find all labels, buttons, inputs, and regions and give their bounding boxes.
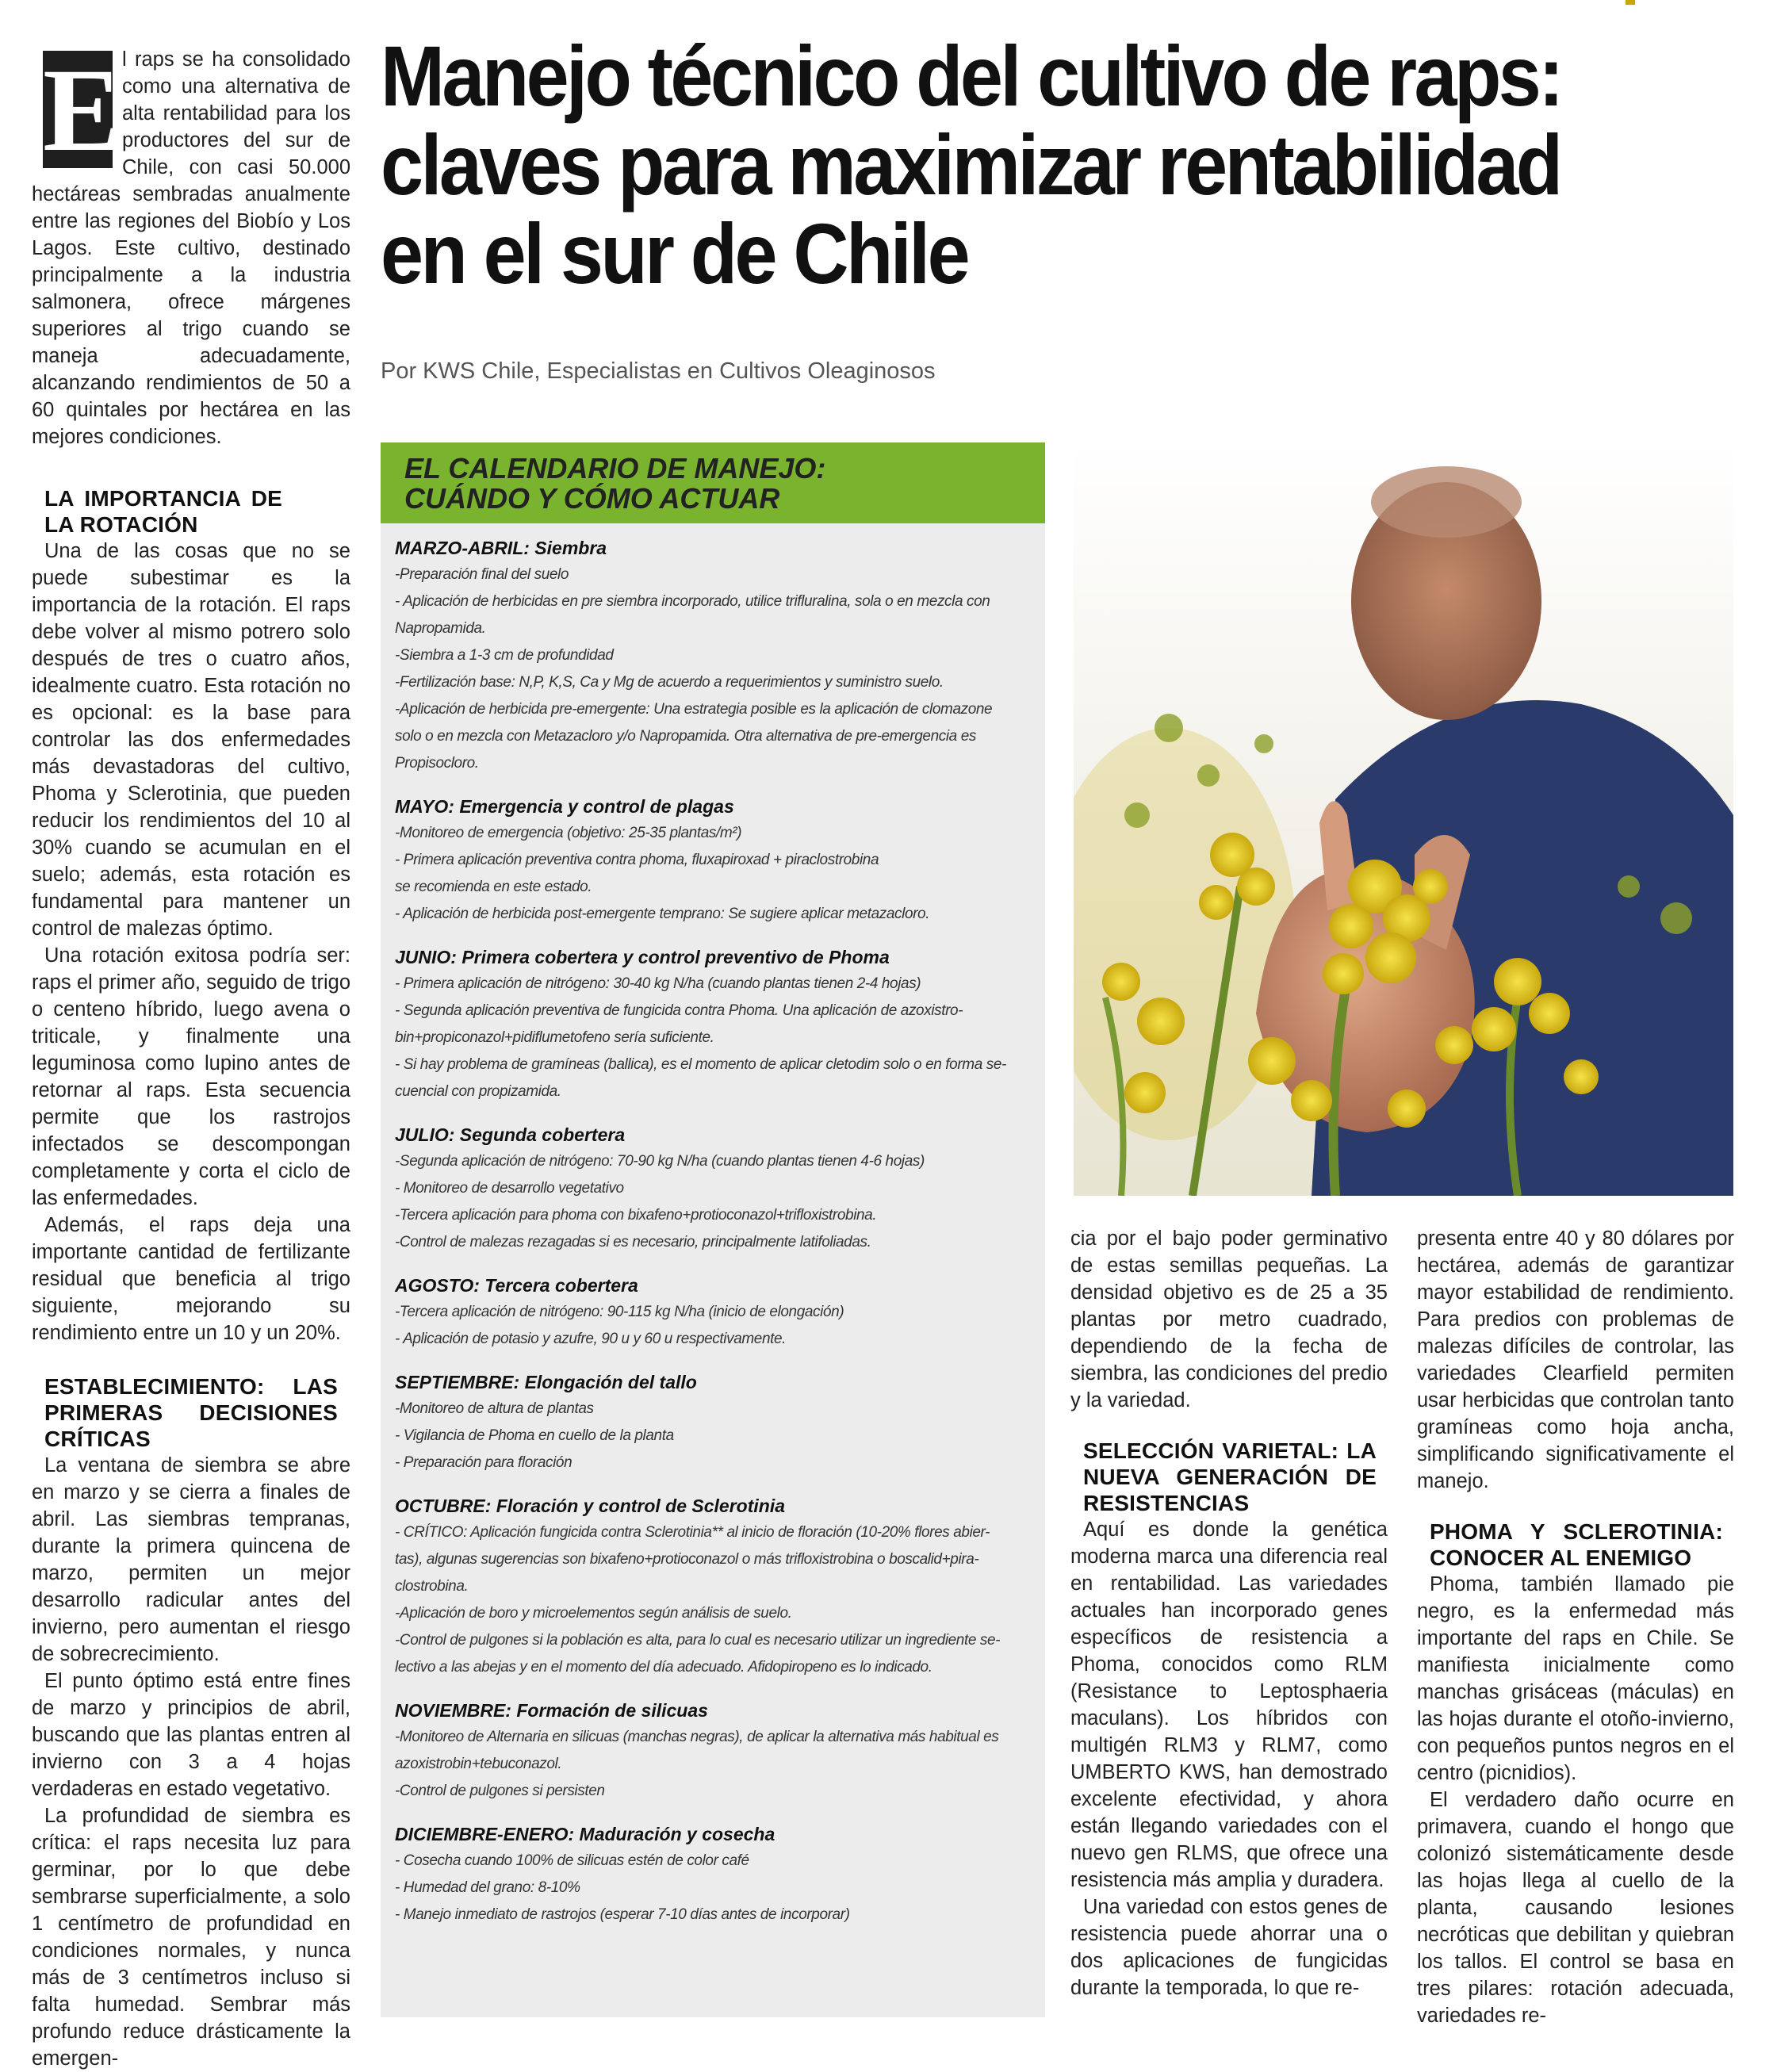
calendar-month — [395, 1272, 1031, 1353]
calendar-month-item: - Primera aplicación preventiva contra phoma, fluxapiroxad + piraclostrobina — [395, 852, 879, 868]
corner-mark — [1626, 0, 1635, 5]
calendar-month-item: clostrobina. — [395, 1578, 469, 1595]
establishment-heading: ESTABLECIMIENTO: LAS PRIMERAS DECISIONES CRÍTICAS — [44, 1374, 338, 1451]
calendar-month-item: -Preparación final del suelo — [395, 566, 569, 583]
calendar-month-title: JULIO: Segunda cobertera — [395, 1124, 626, 1145]
calendar-month-item: -Tercera aplicación para phoma con bixafeno+protioconazol+trifloxistrobina. — [395, 1207, 877, 1224]
calendar-month-item: -Fertilización base: N,P, K,S, Ca y Mg de acuerdo a requerimientos y suministro suelo. — [395, 674, 944, 691]
continuation-paragraph-2: presenta entre 40 y 80 dólares por hectárea, además de garantizar mayor estabilidad de rendimiento. Para predios con problemas de malezas difíciles de controlar, las variedades Clearfield permiten usar herbicidas que controlan tanto gramíneas como hoja ancha, simplificando significativamente el manejo. — [1417, 1227, 1734, 1492]
intro-paragraph — [32, 46, 350, 450]
calendar-month — [395, 1697, 1031, 1805]
calendar-month — [395, 944, 1031, 1105]
calendar-month-item: -Control de pulgones si la población es alta, para lo cual es necesario utilizar un ingrediente se- — [395, 1632, 1001, 1649]
headline: Manejo técnico del cultivo de raps: claves para maximizar rentabilidad en el sur de Chile — [381, 28, 1561, 301]
calendar-month-item: -Monitoreo de emergencia (objetivo: 25-35 plantas/m²) — [395, 825, 742, 841]
calendar-month-item: -Aplicación de boro y microelementos según análisis de suelo. — [395, 1605, 792, 1622]
intro-text: l raps se ha consolidado como una alternativa de alta rentabilidad para los productores del sur de Chile, con casi 50.000 hectáreas sembradas anualmente entre las regiones del Biobío y Los Lagos. Este cultivo, destinado principalmente a la industria salmonera, ofrece márgenes superiores al trigo cuando se maneja adecuadamente, alcanzando rendimientos de 50 a 60 quintales por hectárea en las mejores condiciones. — [32, 48, 350, 448]
calendar-month-item: -Segunda aplicación de nitrógeno: 70-90 kg N/ha (cuando plantas tienen 4-6 hojas) — [395, 1153, 925, 1170]
varietal-paragraph-1: Aquí es donde la genética moderna marca una diferencia real en rentabilidad. Las variedades actuales han incorporado genes específicos de resistencia a Phoma, conocidos como RLM (Resistance to Leptosphaeria maculans). Los híbridos con multigén RLM3 y RLM7, como UMBERTO KWS, han demostrado excelente efectividad, y ahora están llegando variedades con el nuevo gen RLMS, que ofrece una resistencia más amplia y duradera. — [1070, 1519, 1388, 1891]
calendar-month-item: - Monitoreo de desarrollo vegetativo — [395, 1180, 624, 1197]
calendar-month-item: - Aplicación de potasio y azufre, 90 u y 60 u respectivamente. — [395, 1331, 787, 1347]
calendar-month — [395, 1492, 1031, 1681]
calendar-month-item: solo o en mezcla con Metazacloro y/o Napropamida. Otra alternativa de pre-emergencia es — [395, 728, 976, 745]
calendar-month-item: - Primera aplicación de nitrógeno: 30-40 kg N/ha (cuando plantas tienen 2-4 hojas) — [395, 975, 921, 992]
calendar-month-item: - Aplicación de herbicidas en pre siembra incorporado, utilice trifluralina, sola o en mezcla con — [395, 593, 990, 610]
rotation-heading: LA IMPORTANCIA DE LA ROTACIÓN — [44, 486, 282, 537]
calendar-month-title: AGOSTO: Tercera cobertera — [395, 1275, 638, 1296]
establishment-paragraph-3: La profundidad de siembra es crítica: el raps necesita luz para germinar, por lo que debe sembrarse superficialmente, a solo 1 centímetro de profundidad en condiciones normales, y nunca más de 3 centímetros incluso si falta humedad. Sembrar más profundo reduce drásticamente la emergen- — [32, 1805, 350, 2070]
calendar-month-title: OCTUBRE: Floración y control de Sclerotinia — [395, 1496, 786, 1516]
calendar-month-item: -Monitoreo de altura de plantas — [395, 1400, 594, 1417]
calendar-title-line-2: CUÁNDO Y CÓMO ACTUAR — [404, 482, 780, 515]
farmer-holding-rapeseed-flowers-image — [1074, 442, 1733, 1196]
phoma-paragraph-2: El verdadero daño ocurre en primavera, cuando el hongo que colonizó sistemáticamente desde las hojas llega al cuello de la planta, causando lesiones necróticas que debilitan y quiebran los tallos. El control se basa en tres pilares: rotación adecuada, variedades re- — [1417, 1789, 1734, 2027]
calendar-month-title: MARZO-ABRIL: Siembra — [395, 538, 607, 558]
calendar-month-item: -Tercera aplicación de nitrógeno: 90-115 kg N/ha (inicio de elongación) — [395, 1304, 844, 1320]
calendar-month-title: SEPTIEMBRE: Elongación del tallo — [395, 1372, 697, 1392]
calendar-month-item: - Cosecha cuando 100% de silicuas estén de color café — [395, 1852, 749, 1869]
rotation-paragraph-1: Una de las cosas que no se puede subestimar es la importancia de la rotación. El raps debe volver al mismo potrero solo después de tres o cuatro años, idealmente cuatro. Esta rotación no es opcional: es la base para controlar las dos enfermedades más devastadoras del cultivo, Phoma y Sclerotinia, que pueden reducir los rendimientos del 10 al 30% cuando se acumulan en el suelo; además, esta rotación es fundamental para mantener un control de malezas óptimo. — [32, 540, 350, 940]
phoma-paragraph-1: Phoma, también llamado pie negro, es la enfermedad más importante del raps en Chile. Se manifiesta inicialmente como manchas grisáceas (máculas) en las hojas durante el otoño-invierno, con pequeños puntos negros en el centro (picnidios). — [1417, 1573, 1734, 1784]
varietal-paragraph-2: Una variedad con estos genes de resistencia puede ahorrar una o dos aplicaciones de fungicidas durante la temporada, lo que re- — [1070, 1896, 1388, 1999]
calendar-month-title: JUNIO: Primera cobertera y control preventivo de Phoma — [395, 947, 890, 967]
calendar-title-line-1: EL CALENDARIO DE MANEJO: — [404, 452, 826, 484]
calendar-header — [381, 442, 1045, 523]
establishment-paragraph-1: La ventana de siembra se abre en marzo y se cierra a finales de abril. Las siembras tempranas, durante la primera quincena de marzo, permiten un mejor desarrollo radicular antes del invierno, pero aumentan el riesgo de sobrecrecimiento. — [32, 1454, 350, 1665]
establishment-paragraph-2: El punto óptimo está entre fines de marzo y principios de abril, buscando que las plantas entren al invierno con 3 a 4 hojas verdaderas en estado vegetativo. — [32, 1670, 350, 1800]
calendar-month — [395, 1369, 1031, 1476]
calendar-month-title: MAYO: Emergencia y control de plagas — [395, 796, 734, 817]
calendar-month-item: -Aplicación de herbicida pre-emergente: Una estrategia posible es la aplicación de clomazone — [395, 701, 993, 718]
calendar-month-item: - Humedad del grano: 8-10% — [395, 1879, 580, 1896]
column-4 — [1417, 1225, 1734, 2029]
calendar-month-item: Napropamida. — [395, 620, 486, 637]
calendar-month-item: lectivo a las abejas y en el momento del día adecuado. Afidopiropeno es lo indicado. — [395, 1659, 932, 1676]
calendar-month — [395, 534, 1031, 777]
drop-cap: E — [43, 44, 123, 176]
calendar-month-item: - Aplicación de herbicida post-emergente temprano: Se sugiere aplicar metazacloro. — [395, 906, 930, 922]
rotation-paragraph-2: Una rotación exitosa podría ser: raps el primer año, seguido de trigo o centeno híbrido, luego avena o triticale, y finalmente una leguminosa como lupino antes de retornar al raps. Esta secuencia permite que los rastrojos infectados se descompongan completamente y corta el ciclo de las enfermedades. — [32, 944, 350, 1209]
calendar-month-item: -Monitoreo de Alternaria en silicuas (manchas negras), de aplicar la alternativa más habitual es — [395, 1729, 999, 1745]
calendar-month-item: -Control de pulgones si persisten — [395, 1783, 605, 1799]
calendar-month-item: -Control de malezas rezagadas si es necesario, principalmente latifoliadas. — [395, 1234, 871, 1250]
calendar-month-item: - Si hay problema de gramíneas (ballica), es el momento de aplicar cletodim solo o en forma se- — [395, 1056, 1006, 1073]
calendar-month-title: NOVIEMBRE: Formación de silicuas — [395, 1700, 708, 1721]
calendar-body — [381, 523, 1045, 1928]
calendar-month — [395, 1821, 1031, 1928]
calendar-month-item: bin+propiconazol+pidiflumetofeno sería suficiente. — [395, 1029, 714, 1046]
calendar-month-item: se recomienda en este estado. — [395, 879, 592, 895]
varietal-heading: SELECCIÓN VARIETAL: LA NUEVA GENERACIÓN DE RESISTENCIAS — [1083, 1438, 1377, 1515]
left-column — [32, 46, 350, 2072]
continuation-paragraph: cia por el bajo poder germinativo de estas semillas pequeñas. La densidad objetivo es de 25 a 35 plantas por metro cuadrado, dependiendo de la fecha de siembra, las condiciones del predio y la variedad. — [1070, 1227, 1388, 1411]
calendar-month — [395, 793, 1031, 928]
calendar-month-item: - CRÍTICO: Aplicación fungicida contra Sclerotinia** al inicio de floración (10-20% flores abier- — [395, 1524, 990, 1541]
calendar-month — [395, 1121, 1031, 1256]
calendar-month-item: - Manejo inmediato de rastrojos (esperar 7-10 días antes de incorporar) — [395, 1906, 850, 1923]
calendar-month-item: Propisocloro. — [395, 755, 479, 772]
column-3 — [1070, 1225, 1388, 2001]
calendar-month-item: - Preparación para floración — [395, 1454, 572, 1471]
byline: Por KWS Chile, Especialistas en Cultivos Oleaginosos — [381, 358, 936, 384]
calendar-month-item: cuencial con propizamida. — [395, 1083, 561, 1100]
calendar-box — [381, 442, 1045, 2017]
calendar-month-item: tas), algunas sugerencias son bixafeno+protioconazol o más trifloxistrobina o boscalid+pira- — [395, 1551, 979, 1568]
phoma-heading: PHOMA Y SCLEROTINIA: CONOCER AL ENEMIGO — [1430, 1519, 1723, 1570]
calendar-month-item: - Vigilancia de Phoma en cuello de la planta — [395, 1427, 674, 1444]
calendar-month-item: - Segunda aplicación preventiva de fungicida contra Phoma. Una aplicación de azoxistro- — [395, 1002, 963, 1019]
rapeseed-photo — [1074, 442, 1733, 1196]
calendar-month-item: azoxistrobin+tebuconazol. — [395, 1756, 562, 1772]
rotation-paragraph-3: Además, el raps deja una importante cantidad de fertilizante residual que beneficia al trigo siguiente, mejorando su rendimiento entre un 10 y un 20%. — [32, 1214, 350, 1344]
calendar-month-item: -Siembra a 1-3 cm de profundidad — [395, 647, 614, 664]
calendar-month-title: DICIEMBRE-ENERO: Maduración y cosecha — [395, 1824, 775, 1844]
